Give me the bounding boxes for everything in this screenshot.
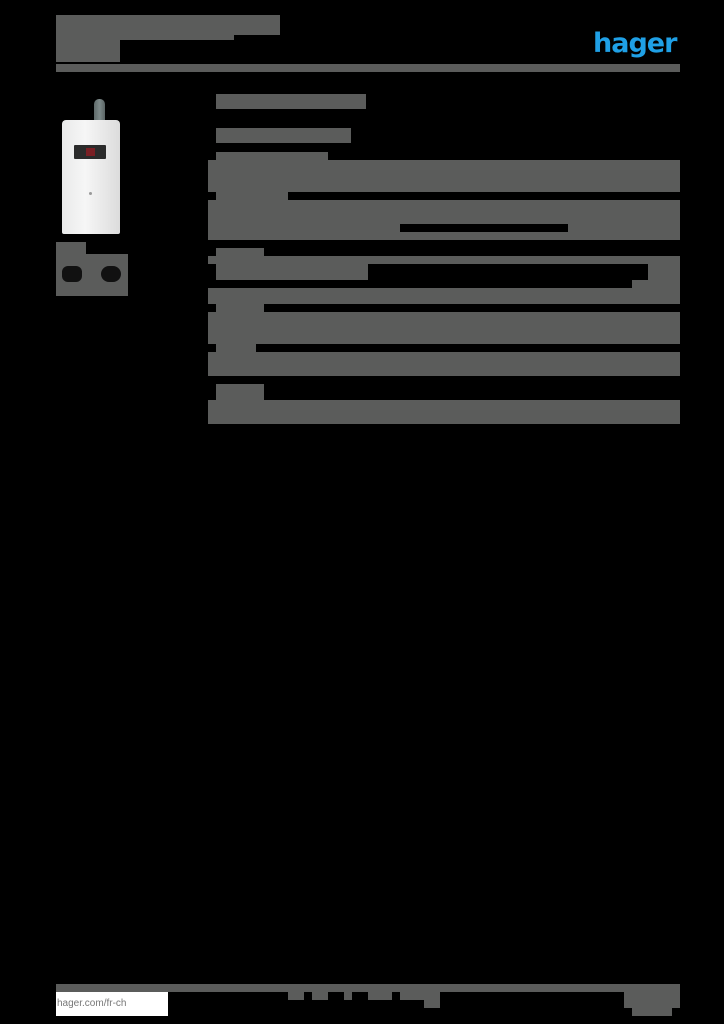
section-1-row-1-tail — [216, 192, 288, 200]
led-icon — [86, 148, 95, 156]
section-3-row — [208, 312, 680, 344]
header-title — [56, 15, 280, 35]
footer-center-gap-4 — [392, 992, 400, 1000]
pictogram-2-icon — [101, 266, 121, 282]
section-5-label — [216, 384, 264, 400]
device-body — [62, 120, 120, 234]
section-1-row-1 — [208, 160, 680, 192]
header-subtitle — [56, 40, 120, 62]
section-2-row-label — [216, 264, 368, 280]
device-display — [74, 145, 106, 159]
footer-page-info — [624, 992, 680, 1008]
pictogram-1-icon — [62, 266, 82, 282]
footer-rule — [56, 984, 680, 992]
section-4-label — [216, 344, 256, 352]
footer-center-gap-3 — [352, 992, 368, 1000]
section-2-row-bottom — [208, 288, 680, 304]
section-2-row-top — [208, 256, 680, 264]
hager-logo: hager — [593, 28, 677, 59]
section-1-row-2 — [208, 200, 680, 240]
section-1-row-2-gap — [400, 224, 568, 232]
product-caption — [56, 242, 86, 254]
footer-page-info-b — [632, 1008, 672, 1016]
footer-center-tail — [424, 1000, 440, 1008]
device-button-icon — [89, 192, 92, 195]
footer-center-gap-1 — [304, 992, 312, 1000]
section-5-row — [208, 400, 680, 424]
main-subheading — [216, 128, 351, 143]
section-2-row-right — [648, 264, 680, 280]
footer-center-gap-2 — [328, 992, 344, 1000]
section-4-row — [208, 352, 680, 376]
main-heading — [216, 94, 366, 109]
footer-url-link[interactable]: hager.com/fr-ch — [56, 992, 168, 1016]
section-3-label — [216, 304, 264, 312]
section-2-row-right-b — [632, 280, 680, 288]
header-rule — [56, 64, 680, 72]
